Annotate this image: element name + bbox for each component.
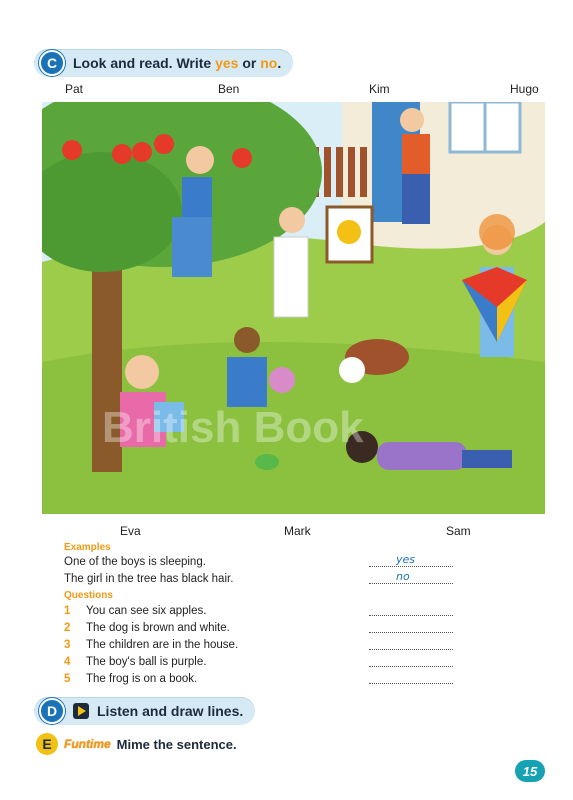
examples-label: Examples	[64, 542, 111, 553]
section-c-badge: C	[39, 50, 65, 76]
answer-line[interactable]	[369, 583, 453, 584]
question-row-5	[64, 671, 456, 687]
example-answer: no	[396, 570, 410, 583]
section-c-instruction: Look and read. Write yes or no.	[73, 55, 282, 71]
section-c-header	[34, 49, 293, 77]
question-text: You can see six apples.	[86, 605, 207, 617]
question-row-1	[64, 603, 456, 619]
park-scene-illustration	[42, 102, 545, 514]
section-d-header	[34, 697, 255, 725]
question-row-2	[64, 620, 456, 636]
play-icon[interactable]	[73, 703, 89, 719]
example-text: The girl in the tree has black hair.	[64, 573, 234, 585]
question-row-4	[64, 654, 456, 670]
question-number: 3	[64, 639, 71, 651]
question-row-3	[64, 637, 456, 653]
section-e-header	[36, 733, 237, 755]
answer-line[interactable]	[369, 683, 453, 684]
answer-line[interactable]	[369, 566, 453, 567]
question-text: The dog is brown and white.	[86, 622, 230, 634]
question-number: 1	[64, 605, 71, 617]
questions-label: Questions	[64, 590, 113, 601]
question-number: 5	[64, 673, 71, 685]
answer-line[interactable]	[369, 615, 453, 616]
question-text: The frog is on a book.	[86, 673, 198, 685]
answer-line[interactable]	[369, 666, 453, 667]
answer-line[interactable]	[369, 632, 453, 633]
question-number: 4	[64, 656, 71, 668]
watermark-text: British Book	[102, 403, 364, 452]
example-answer: yes	[396, 553, 416, 566]
page-number: 15	[515, 760, 545, 782]
name-pat: Pat	[65, 82, 84, 96]
question-text: The children are in the house.	[86, 639, 239, 651]
section-e-badge: E	[36, 733, 58, 755]
question-number: 2	[64, 622, 71, 634]
name-mark: Mark	[284, 524, 311, 538]
name-hugo: Hugo	[510, 82, 539, 96]
name-sam: Sam	[446, 524, 471, 538]
section-d-badge: D	[39, 698, 65, 724]
name-kim: Kim	[369, 82, 390, 96]
section-e-instruction: Mime the sentence.	[116, 736, 237, 752]
section-d-instruction: Listen and draw lines.	[97, 703, 244, 719]
example-text: One of the boys is sleeping.	[64, 556, 206, 568]
name-eva: Eva	[120, 524, 141, 538]
answer-line[interactable]	[369, 649, 453, 650]
example-row-1	[64, 554, 456, 570]
funtime-logo: Funtime	[64, 737, 111, 751]
example-row-2	[64, 571, 456, 587]
name-ben: Ben	[218, 82, 240, 96]
question-text: The boy's ball is purple.	[86, 656, 207, 668]
